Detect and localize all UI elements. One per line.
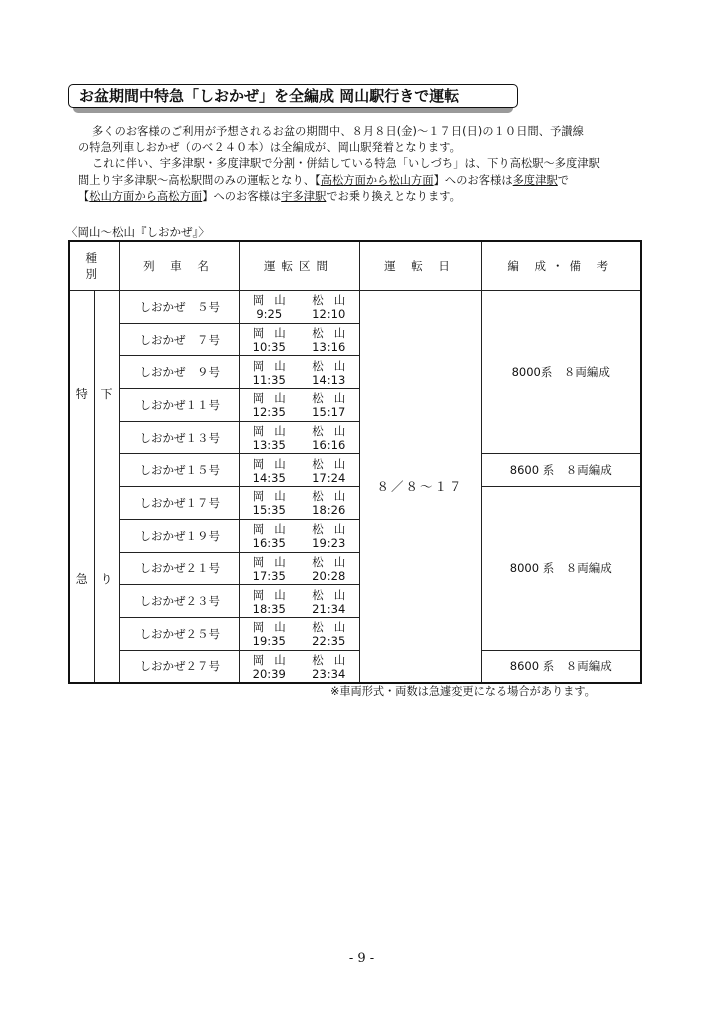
direction-char: 下	[100, 387, 113, 402]
from-station: 岡山	[252, 358, 296, 373]
departure-time: 14:35	[252, 470, 286, 485]
intro-text: 】へのお客様は	[433, 173, 513, 187]
train-name: しおかぜ１７号	[119, 487, 239, 520]
section-cell	[239, 323, 359, 356]
departure-time: 9:25	[256, 307, 283, 322]
intro-paragraph	[78, 124, 648, 205]
table-row	[69, 454, 641, 487]
header-section: 運転区間	[239, 241, 359, 291]
departure-time: 20:39	[252, 666, 286, 681]
from-station: 岡山	[252, 293, 296, 308]
to-station: 松山	[312, 489, 356, 504]
category-char: 急	[75, 572, 88, 587]
section-cell	[239, 650, 359, 683]
intro-line-3: これに伴い、宇多津駅・多度津駅で分割・併結している特急「いしづち」は、下り高松駅～多度津駅	[92, 157, 600, 171]
direction-cell	[94, 291, 119, 683]
departure-time: 18:35	[252, 601, 286, 616]
departure-time: 10:35	[252, 340, 286, 355]
intro-text: 【	[78, 189, 90, 203]
departure-time: 13:35	[252, 438, 286, 453]
timetable	[68, 240, 642, 684]
footnote: ※車両形式・両数は急遽変更になる場合があります。	[330, 685, 596, 698]
to-station: 松山	[312, 391, 356, 406]
departure-time: 12:35	[252, 405, 286, 420]
to-station: 松山	[312, 358, 356, 373]
formation-note: 8000系 ８両編成	[481, 291, 641, 454]
section-cell	[239, 552, 359, 585]
train-name: しおかぜ１１号	[119, 389, 239, 422]
direction-char: り	[100, 572, 113, 587]
table-body	[69, 291, 641, 683]
from-station: 岡山	[252, 522, 296, 537]
departure-time: 19:35	[252, 634, 286, 649]
from-station: 岡山	[252, 326, 296, 341]
section-cell	[239, 389, 359, 422]
arrival-time: 22:35	[312, 634, 346, 649]
intro-text: で	[557, 173, 570, 187]
intro-text: でお乗り換えとなります。	[326, 189, 461, 203]
page-title: お盆期間中特急「しおかぜ」を全編成 岡山駅行きで運転	[68, 84, 518, 108]
direction-highlight: 高松方面から松山方面	[320, 173, 434, 187]
from-station: 岡山	[252, 456, 296, 471]
intro-text: 】へのお客様は	[202, 189, 282, 203]
from-station: 岡山	[252, 587, 296, 602]
transfer-station: 多度津駅	[512, 173, 558, 187]
table-row	[69, 291, 641, 324]
train-name: しおかぜ ７号	[119, 323, 239, 356]
arrival-time: 17:24	[312, 470, 346, 485]
section-cell	[239, 617, 359, 650]
departure-time: 17:35	[252, 568, 286, 583]
train-name: しおかぜ２３号	[119, 585, 239, 618]
train-name: しおかぜ ９号	[119, 356, 239, 389]
train-name: しおかぜ１５号	[119, 454, 239, 487]
train-name: しおかぜ２５号	[119, 617, 239, 650]
arrival-time: 14:13	[312, 372, 346, 387]
section-cell	[239, 356, 359, 389]
intro-line-2: の特急列車しおかぜ（のべ２４０本）は全編成が、岡山駅発着となります。	[78, 141, 461, 155]
train-name: しおかぜ１９号	[119, 519, 239, 552]
intro-line-5	[78, 189, 648, 205]
table-header-row	[69, 241, 641, 291]
formation-note: 8600 系 ８両編成	[481, 650, 641, 683]
train-name: しおかぜ２７号	[119, 650, 239, 683]
arrival-time: 13:16	[312, 340, 346, 355]
arrival-time: 15:17	[312, 405, 346, 420]
transfer-station: 宇多津駅	[281, 189, 327, 203]
section-cell	[239, 487, 359, 520]
arrival-time: 12:10	[312, 307, 346, 322]
header-type: 種 別	[69, 241, 119, 291]
intro-text: 間上り宇多津駅～高松駅間のみの運転となり、【	[78, 173, 321, 187]
to-station: 松山	[312, 326, 356, 341]
title-banner	[68, 84, 512, 110]
to-station: 松山	[312, 554, 356, 569]
section-cell	[239, 519, 359, 552]
train-name: しおかぜ２１号	[119, 552, 239, 585]
arrival-time: 18:26	[312, 503, 346, 518]
arrival-time: 19:23	[312, 536, 346, 551]
departure-time: 15:35	[252, 503, 286, 518]
section-cell	[239, 585, 359, 618]
to-station: 松山	[312, 652, 356, 667]
category-cell	[69, 291, 94, 683]
operation-date: ８／８～１７	[359, 291, 481, 683]
train-name: しおかぜ１３号	[119, 421, 239, 454]
to-station: 松山	[312, 620, 356, 635]
formation-note: 8600 系 ８両編成	[481, 454, 641, 487]
to-station: 松山	[312, 522, 356, 537]
section-cell	[239, 454, 359, 487]
table-row	[69, 487, 641, 520]
departure-time: 11:35	[252, 372, 286, 387]
arrival-time: 21:34	[312, 601, 346, 616]
arrival-time: 23:34	[312, 666, 346, 681]
table-row	[69, 650, 641, 683]
direction-highlight: 松山方面から高松方面	[89, 189, 203, 203]
departure-time: 16:35	[252, 536, 286, 551]
header-date: 運 転 日	[359, 241, 481, 291]
from-station: 岡山	[252, 489, 296, 504]
from-station: 岡山	[252, 554, 296, 569]
from-station: 岡山	[252, 652, 296, 667]
section-cell	[239, 291, 359, 324]
to-station: 松山	[312, 587, 356, 602]
arrival-time: 16:16	[312, 438, 346, 453]
to-station: 松山	[312, 424, 356, 439]
from-station: 岡山	[252, 424, 296, 439]
from-station: 岡山	[252, 391, 296, 406]
header-train-name: 列 車 名	[119, 241, 239, 291]
section-cell	[239, 421, 359, 454]
intro-line-4	[78, 173, 648, 189]
category-char: 特	[75, 387, 88, 402]
header-notes: 編 成・備 考	[481, 241, 641, 291]
route-label: 〈岡山～松山『しおかぜ』〉	[66, 225, 210, 239]
train-name: しおかぜ ５号	[119, 291, 239, 324]
to-station: 松山	[312, 456, 356, 471]
formation-note: 8000 系 ８両編成	[481, 487, 641, 650]
arrival-time: 20:28	[312, 568, 346, 583]
to-station: 松山	[312, 293, 356, 308]
page-number: - 9 -	[348, 951, 375, 966]
intro-line-1: 多くのお客様のご利用が予想されるお盆の期間中、８月８日(金)～１７日(日)の１０日間、予讃線	[92, 125, 584, 138]
from-station: 岡山	[252, 620, 296, 635]
